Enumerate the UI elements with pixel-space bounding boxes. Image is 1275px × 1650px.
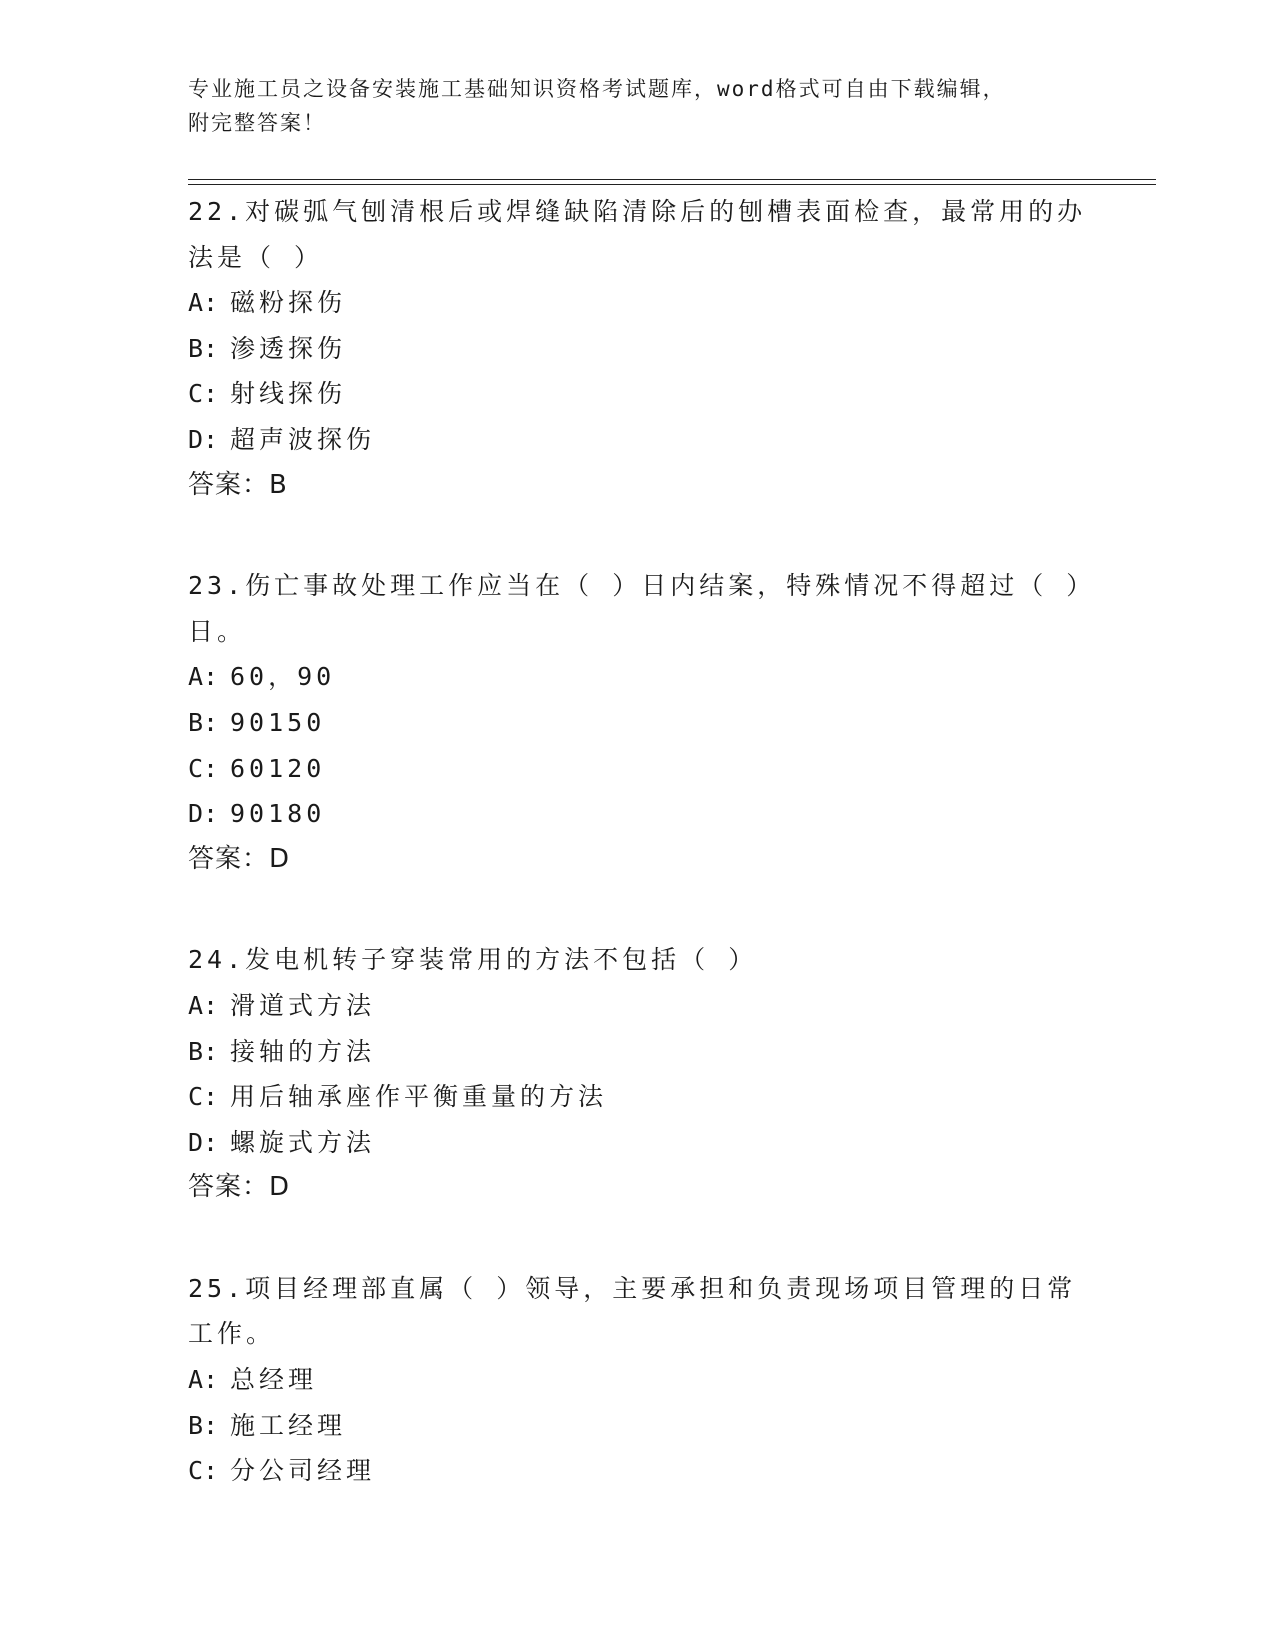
option-text: 施工经理 (230, 1410, 347, 1440)
option-b (188, 1029, 1088, 1075)
question-24 (188, 937, 1088, 1211)
option-letter: A: (188, 662, 219, 692)
option-letter: C: (188, 379, 219, 409)
option-letter: B: (188, 1036, 219, 1066)
option-letter: D: (188, 799, 219, 829)
option-b (188, 700, 1088, 746)
question-stem-continued: 法是（ ） (188, 242, 324, 272)
option-c (188, 371, 1088, 417)
option-c (188, 1074, 1088, 1120)
option-text: 总经理 (230, 1365, 318, 1395)
question-stem: 23.伤亡事故处理工作应当在（ ）日内结案，特殊情况不得超过（ ） (188, 571, 1096, 601)
option-c (188, 746, 1088, 792)
option-letter: B: (188, 707, 219, 737)
question-list (188, 189, 1096, 1549)
question-stem: 22.对碳弧气刨清根后或焊缝缺陷清除后的刨槽表面检查，最常用的办 (188, 197, 1087, 226)
option-letter: C: (188, 1456, 219, 1486)
option-text: 螺旋式方法 (230, 1127, 376, 1157)
answer-line: 答案：D (188, 1172, 291, 1203)
question-stem: 24.发电机转子穿装常用的方法不包括（ ） (188, 945, 758, 975)
question-stem: 25.项目经理部直属（ ）领导，主要承担和负责现场项目管理的日常 (188, 1273, 1077, 1303)
document-header (188, 72, 1088, 140)
option-b (188, 1403, 1088, 1449)
option-a (188, 654, 1088, 700)
option-text: 渗透探伤 (230, 333, 347, 363)
answer-line: 答案：B (188, 469, 288, 500)
header-divider-top (188, 179, 1156, 180)
option-letter: A: (188, 288, 219, 318)
option-d (188, 791, 1088, 837)
option-text: 超声波探伤 (230, 424, 376, 454)
option-letter: B: (188, 1410, 219, 1440)
option-text: 磁粉探伤 (230, 288, 347, 318)
option-letter: D: (188, 424, 219, 454)
option-letter: B: (188, 333, 219, 363)
question-stem-continued: 工作。 (188, 1319, 276, 1349)
option-text: 90150 (230, 707, 326, 737)
question-stem-continued: 日。 (188, 616, 247, 646)
header-divider-bottom (188, 184, 1156, 185)
option-text: 用后轴承座作平衡重量的方法 (230, 1082, 608, 1112)
option-a (188, 1357, 1088, 1403)
header-line-1: 专业施工员之设备安装施工基础知识资格考试题库，word格式可自由下载编辑， (188, 77, 1006, 101)
question-23 (188, 563, 1096, 882)
option-text: 射线探伤 (230, 379, 347, 409)
option-letter: C: (188, 1082, 219, 1112)
option-c (188, 1448, 1088, 1494)
option-a (188, 280, 1088, 326)
option-text: 90180 (230, 799, 326, 829)
option-letter: A: (188, 990, 219, 1020)
option-text: 接轴的方法 (230, 1036, 376, 1066)
header-line-2: 附完整答案！ (188, 111, 326, 135)
question-22 (188, 189, 1088, 508)
option-d (188, 1120, 1088, 1166)
option-text: 60，90 (230, 662, 336, 692)
option-letter: C: (188, 753, 219, 783)
option-b (188, 326, 1088, 372)
option-text: 分公司经理 (230, 1456, 376, 1486)
option-a (188, 983, 1088, 1029)
option-d (188, 417, 1088, 463)
answer-line: 答案：D (188, 843, 291, 874)
option-text: 滑道式方法 (230, 990, 376, 1020)
question-25 (188, 1266, 1088, 1494)
option-text: 60120 (230, 753, 326, 783)
option-letter: D: (188, 1127, 219, 1157)
option-letter: A: (188, 1365, 219, 1395)
